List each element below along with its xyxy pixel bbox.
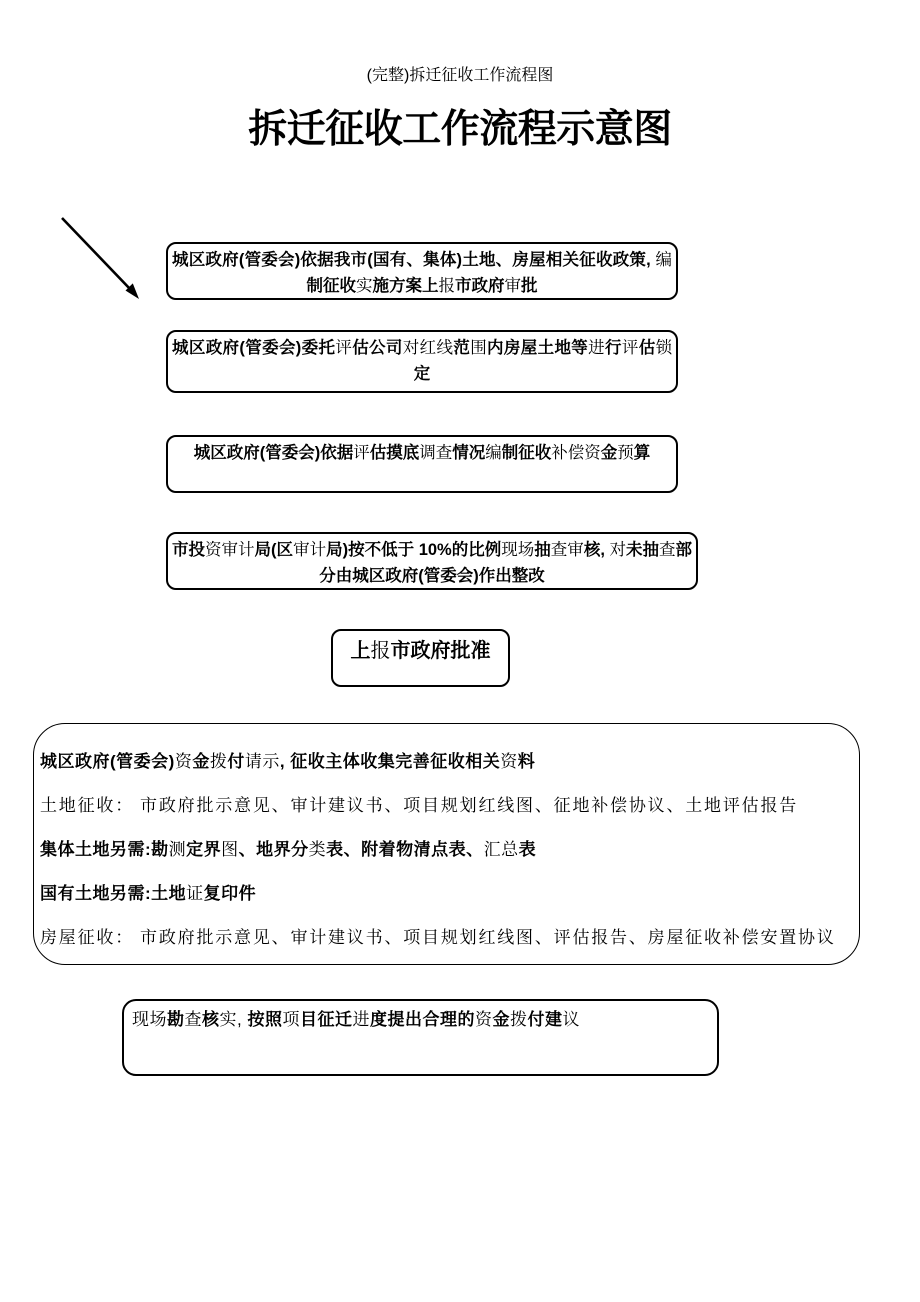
text-segment: 、地界分 — [238, 840, 309, 859]
text-segment: 类 — [308, 840, 327, 859]
text-segment: 拨 — [509, 1010, 528, 1029]
text-segment: 局)按不低于 10%的比例 — [326, 541, 502, 559]
text-segment: 调查 — [419, 444, 453, 462]
materials-summary-box — [33, 723, 860, 965]
flow-step-2 — [166, 330, 678, 393]
text-segment: 编 — [655, 251, 672, 269]
text-segment: 证 — [186, 884, 204, 903]
text-segment: 对红线 — [402, 339, 454, 357]
flow-step-1 — [166, 242, 678, 300]
flow-step-5-approval — [331, 629, 510, 687]
text-segment: 评 — [353, 444, 370, 462]
text-segment: 行 — [605, 339, 622, 357]
text-segment: 批 — [521, 277, 538, 295]
text-segment: 制征收 — [501, 444, 552, 462]
text-segment: 国有土地另需:土地 — [40, 884, 187, 903]
materials-collective-land — [40, 839, 851, 861]
text-segment: 制征收 — [306, 277, 356, 295]
text-segment: 料 — [517, 752, 536, 771]
text-segment: 估 — [638, 339, 656, 357]
materials-land-requisition: 土地征收： 市政府批示意见、审计建议书、项目规划红线图、征地补偿协议、土地评估报告 — [40, 796, 799, 815]
text-segment: 估摸底 — [369, 444, 420, 462]
text-segment: 查审 — [550, 541, 584, 559]
page-title: 拆迁征收工作流程示意图 — [248, 108, 672, 151]
text-segment: 实 — [356, 277, 373, 295]
down-right-arrow-icon — [55, 210, 150, 310]
text-segment: 抽 — [534, 541, 551, 559]
text-segment: 估公司 — [352, 339, 403, 357]
text-segment: 按照 — [247, 1010, 283, 1029]
text-segment: 度提出合理的 — [369, 1010, 475, 1029]
text-segment: 审 — [504, 277, 521, 295]
text-segment: 付 — [227, 752, 245, 771]
text-segment: 部分由城区政府(管委会)作出整改 — [319, 541, 693, 585]
text-segment: 资 — [174, 752, 193, 771]
text-segment: 围 — [470, 339, 488, 357]
text-segment: 金 — [192, 752, 210, 771]
materials-state-owned-land — [40, 883, 851, 905]
text-segment: 金 — [600, 444, 618, 462]
text-segment: 报 — [438, 277, 455, 295]
text-segment: 定界 — [186, 840, 222, 859]
text-segment: 补偿资 — [551, 444, 601, 462]
text-segment: 现场 — [132, 1010, 167, 1029]
text-segment: 范 — [453, 339, 471, 357]
text-segment: 查 — [659, 541, 676, 559]
text-segment: 测 — [168, 840, 187, 859]
text-segment: 上 — [350, 640, 371, 662]
text-segment: 付建 — [527, 1010, 563, 1029]
text-segment: 局(区 — [254, 541, 294, 559]
text-segment: 报 — [370, 640, 391, 662]
text-segment: 城区政府(管委会) — [40, 752, 175, 771]
text-segment: 金 — [492, 1010, 510, 1029]
text-segment: 市政府批准 — [390, 640, 491, 662]
text-segment: 城区政府(管委会)依据我市(国有、集体)土地、房屋相关征收政策, — [172, 251, 656, 269]
materials-title — [40, 751, 851, 773]
text-segment: 现场 — [501, 541, 535, 559]
text-segment: 评 — [621, 339, 639, 357]
flow-step-final — [122, 999, 719, 1076]
text-segment: 预 — [617, 444, 634, 462]
text-segment: 集体土地另需:勘 — [40, 840, 169, 859]
text-segment: 评 — [335, 339, 353, 357]
text-segment: 议 — [562, 1010, 580, 1029]
text-segment: 拨 — [209, 752, 228, 771]
text-segment: 编 — [485, 444, 502, 462]
text-segment: 审计 — [293, 541, 327, 559]
text-segment: 图 — [221, 840, 239, 859]
text-segment: 锁 — [655, 339, 673, 357]
text-segment: 目征迁 — [299, 1010, 353, 1029]
text-segment: 施方案上 — [372, 277, 439, 295]
text-segment: 市投 — [172, 541, 206, 559]
text-segment: 勘 — [167, 1010, 185, 1029]
text-segment: 复印件 — [203, 884, 257, 903]
text-segment: 城区政府(管委会)依据 — [193, 444, 354, 462]
text-segment: 表 — [518, 840, 537, 859]
text-segment: 查 — [184, 1010, 202, 1029]
text-segment: 资 — [474, 1010, 493, 1029]
text-segment: 汇总 — [483, 840, 519, 859]
text-segment: 核, — [583, 541, 610, 559]
text-segment: 内房屋土地等 — [487, 339, 589, 357]
text-segment: 情况 — [452, 444, 486, 462]
text-segment: 资 — [500, 752, 518, 771]
text-segment: 核 — [202, 1010, 220, 1029]
text-segment: 算 — [633, 444, 651, 462]
text-segment: 请示 — [244, 752, 280, 771]
text-segment: 对 — [609, 541, 627, 559]
text-segment: 实, — [219, 1010, 248, 1029]
text-segment: 定 — [413, 365, 431, 383]
text-segment: 资审计 — [205, 541, 255, 559]
text-segment: 项 — [282, 1010, 300, 1029]
text-segment: 表、附着物清点表、 — [326, 840, 484, 859]
flow-step-3 — [166, 435, 678, 493]
text-segment: , 征收主体收集完善征收相关 — [279, 752, 501, 771]
flow-step-4 — [166, 532, 698, 590]
text-segment: 城区政府(管委会)委托 — [172, 339, 336, 357]
text-segment: 市政府 — [455, 277, 505, 295]
text-segment: 进 — [588, 339, 606, 357]
materials-house-requisition: 房屋征收： 市政府批示意见、审计建议书、项目规划红线图、评估报告、房屋征收补偿安置协议 — [40, 928, 836, 947]
text-segment: 进 — [352, 1010, 370, 1029]
doc-header-text: (完整)拆迁征收工作流程图 — [366, 67, 554, 84]
text-segment: 未抽 — [626, 541, 660, 559]
